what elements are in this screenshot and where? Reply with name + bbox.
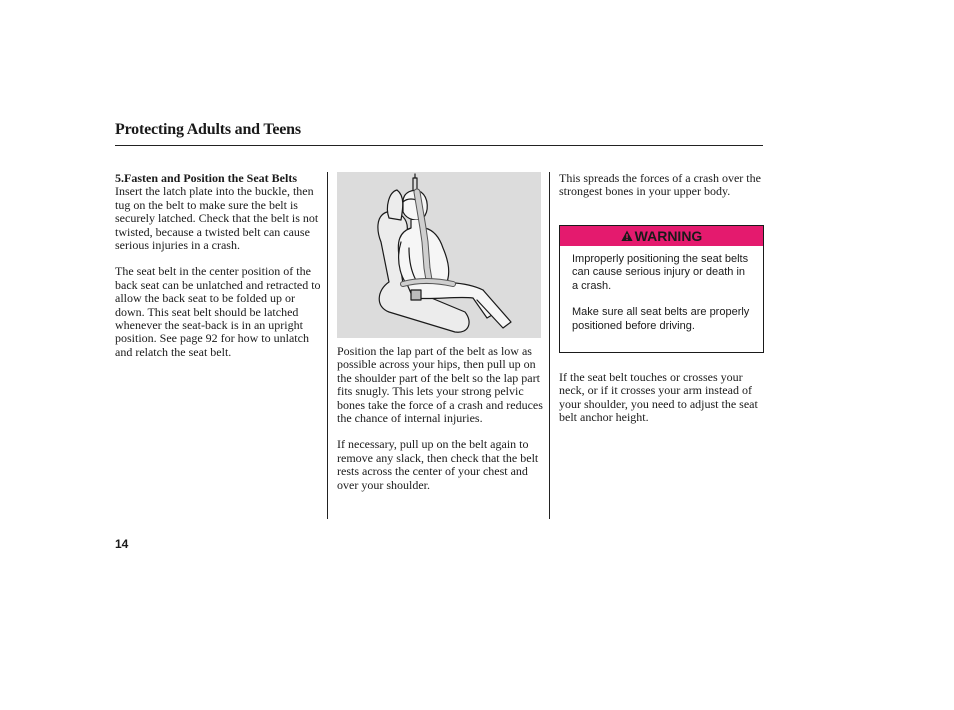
body-paragraph: If the seat belt touches or crosses your neck, or if it crosses your arm instead of your shoulder, you need to adjust the seat belt anchor height. <box>559 370 758 425</box>
step-heading <box>115 172 321 185</box>
seatbelt-figure <box>337 172 541 338</box>
warning-body <box>560 246 763 333</box>
step-number: 5. <box>115 171 124 185</box>
step-title: Fasten and Position the Seat Belts <box>124 171 298 185</box>
body-paragraph: Position the lap part of the belt as low as possible across your hips, then pull up on the shoulder part of the belt so the lap part fits snugly. This lets your strong pelvic bones take the force of a crash and reduces the chance of internal injuries. <box>337 344 543 426</box>
warning-header <box>560 226 763 246</box>
column-1 <box>115 172 321 372</box>
column-2 <box>337 345 543 505</box>
column-divider-2 <box>549 172 550 519</box>
warning-paragraph: Improperly positioning the seat belts can cause serious injury or death in a crash. <box>572 253 749 292</box>
body-paragraph: The seat belt in the center position of the back seat can be unlatched and retracted to allow the back seat to be folded up or down. This seat belt should be latched whenever the seat-back is in an upright position. See page 92 for how to unlatch and relatch the seat belt. <box>115 264 321 359</box>
column-divider-1 <box>327 172 328 519</box>
body-paragraph: If necessary, pull up on the belt again to remove any slack, then check that the belt rests across the center of your chest and over your shoulder. <box>337 437 539 492</box>
seated-occupant-icon <box>337 172 541 338</box>
body-paragraph: This spreads the forces of a crash over the strongest bones in your upper body. <box>559 171 761 199</box>
body-paragraph: Insert the latch plate into the buckle, then tug on the belt to make sure the belt is securely latched. Check that the belt is not twisted, because a twisted belt can cause serious injuries in a crash. <box>115 184 319 253</box>
page-number: 14 <box>115 537 129 551</box>
title-divider <box>115 145 763 146</box>
page-title: Protecting Adults and Teens <box>115 121 301 138</box>
warning-box <box>559 225 764 353</box>
warning-label: WARNING <box>634 228 703 244</box>
column-3-top <box>559 172 763 212</box>
column-3-bottom <box>559 371 765 438</box>
warning-triangle-icon <box>621 230 633 242</box>
warning-paragraph: Make sure all seat belts are properly positioned before driving. <box>572 306 750 332</box>
